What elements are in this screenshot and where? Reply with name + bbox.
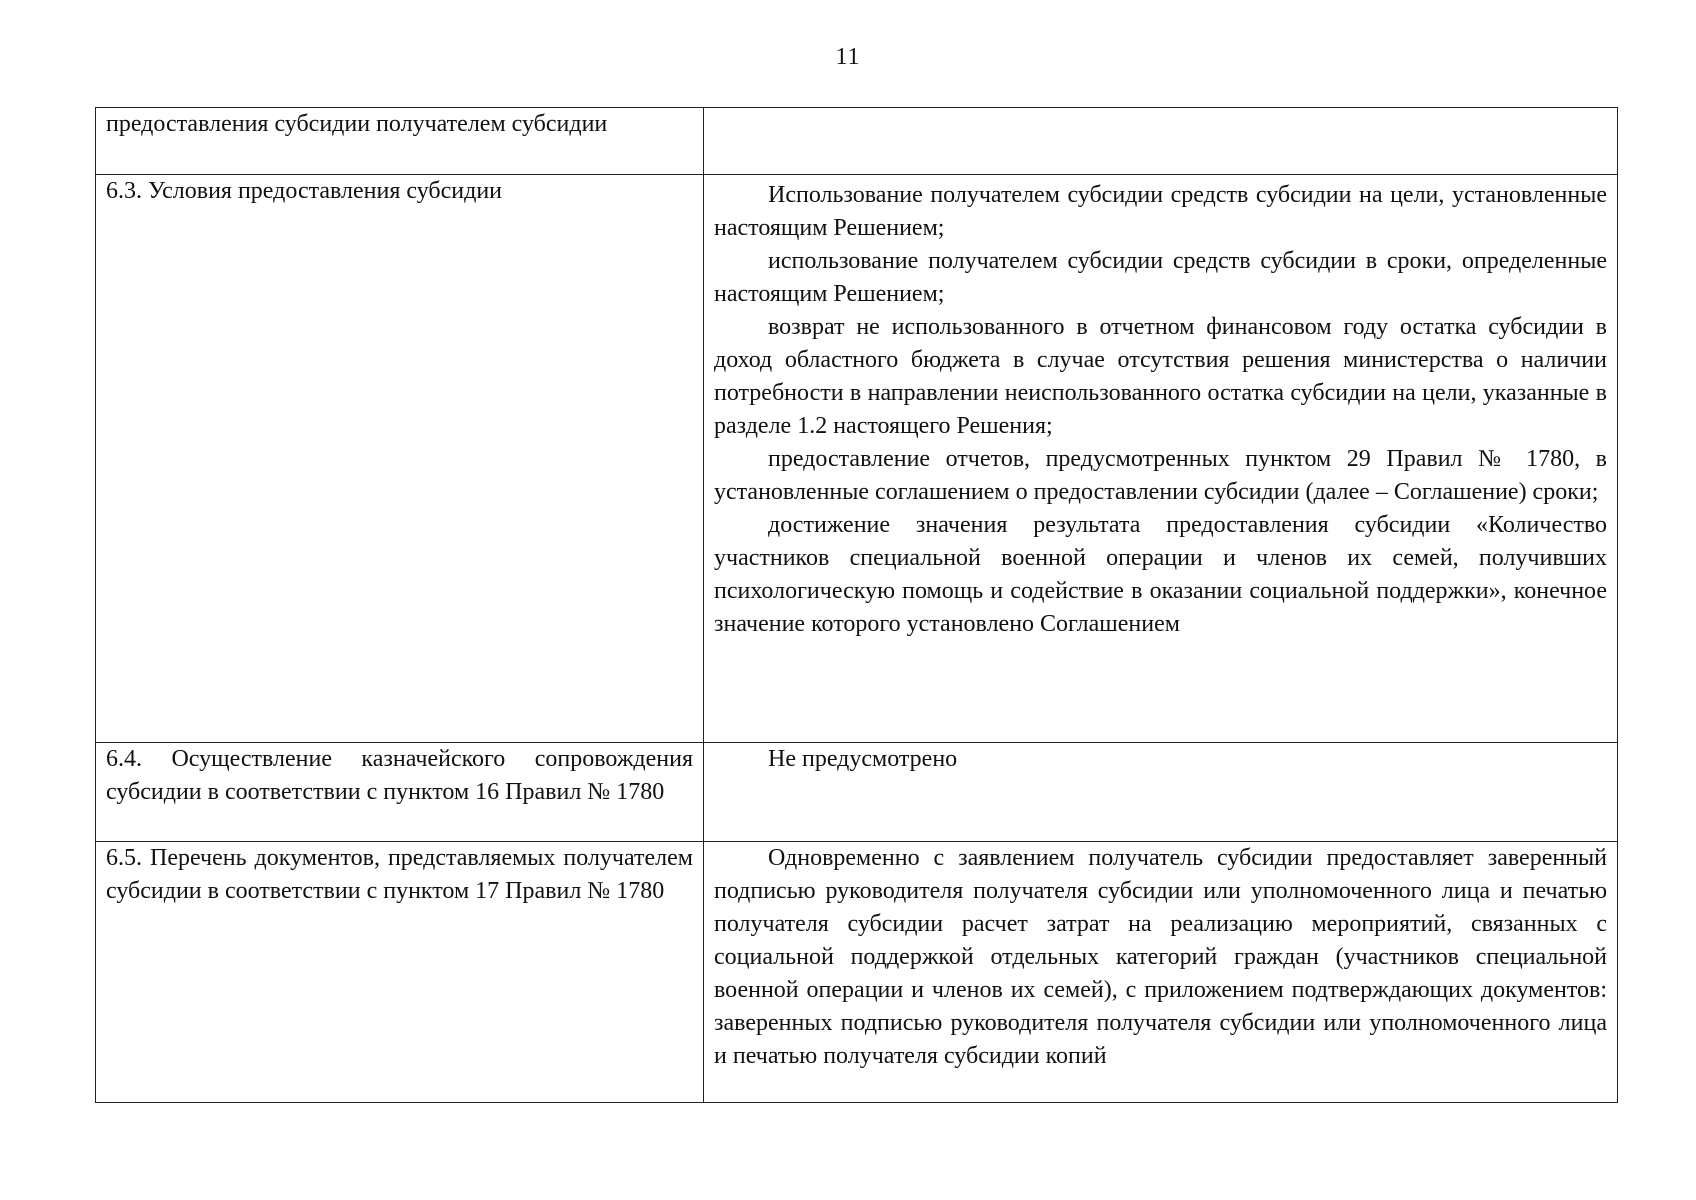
condition-paragraph: Использование получателем субсидии средств субсидии на цели, установленные настоящим Решением; [714, 182, 1607, 241]
condition-paragraph: использование получателем субсидии средств субсидии в сроки, определенные настоящим Решением; [714, 248, 1607, 307]
row-content-cell [704, 743, 1618, 842]
condition-paragraph: возврат не использованного в отчетном финансовом году остатка субсидии в доход областного бюджета в случае отсутствия решения министерства о наличии потребности в направлении неиспользованного остатка субсидии на цели, указанные в разделе 1.2 настоящего Решения; [714, 314, 1607, 439]
table-row [96, 175, 1618, 743]
row-label-cell [96, 842, 704, 1103]
row-content-cell [704, 842, 1618, 1103]
row-label: 6.4. Осуществление казначейского сопровождения субсидии в соответствии с пунктом 16 Правил № 1780 [106, 746, 693, 805]
page-number: 11 [835, 44, 861, 70]
table-row [96, 108, 1618, 175]
table-row [96, 743, 1618, 842]
row-content-cell [704, 175, 1618, 743]
conditions-table [95, 107, 1618, 1103]
row-label: предоставления субсидии получателем субсидии [106, 111, 608, 137]
row-content-cell [704, 108, 1618, 175]
row-label-cell [96, 743, 704, 842]
table-row [96, 842, 1618, 1103]
row-label-cell [96, 108, 704, 175]
condition-paragraph: предоставление отчетов, предусмотренных пунктом 29 Правил № 1780, в установленные соглашением о предоставлении субсидии (далее – Соглашение) сроки; [714, 446, 1607, 505]
documents-paragraph: Одновременно с заявлением получатель субсидии предоставляет заверенный подписью руководителя получателя субсидии или уполномоченного лица и печатью получателя субсидии расчет затрат на реализацию мероприятий, связанных с социальной поддержкой отдельных категорий граждан (участников специальной военной операции и членов их семей), с приложением подтверждающих документов: заверенных подписью руководителя получателя субсидии или уполномоченного лица и печатью получателя субсидии копий [714, 845, 1607, 1069]
row-label-cell [96, 175, 704, 743]
row-label: 6.5. Перечень документов, представляемых получателем субсидии в соответствии с пунктом 17 Правил № 1780 [106, 845, 693, 904]
row-label: 6.3. Условия предоставления субсидии [106, 178, 503, 204]
treasury-support-paragraph: Не предусмотрено [768, 746, 958, 772]
condition-paragraph: достижение значения результата предоставления субсидии «Количество участников специальной военной операции и членов их семей, получивших психологическую помощь и содействие в оказании социальной поддержки», конечное значение которого установлено Соглашением [714, 512, 1607, 637]
